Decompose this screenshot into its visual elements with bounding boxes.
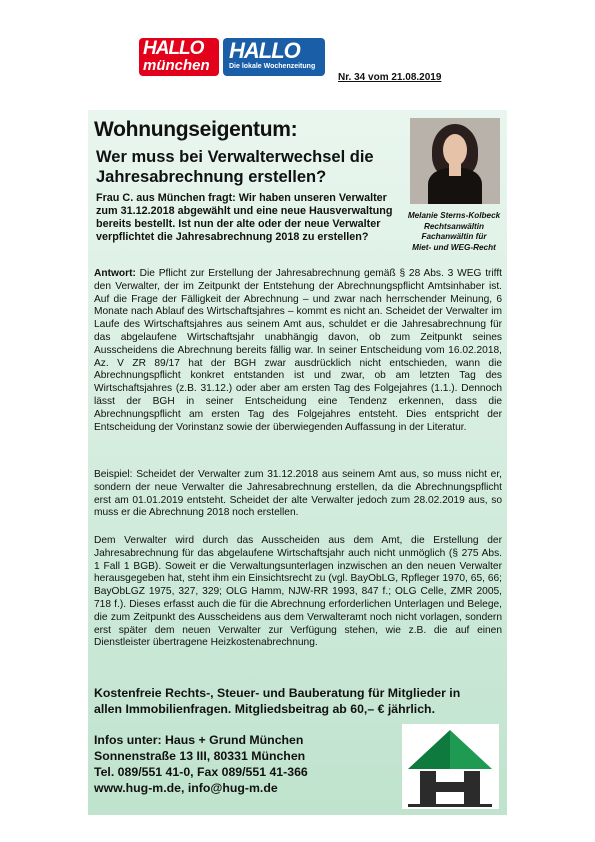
author-role2: Fachanwältin für xyxy=(421,232,487,241)
haus-grund-logo xyxy=(402,724,499,809)
author-photo xyxy=(410,118,500,204)
hallo-lokale-logo xyxy=(223,38,325,76)
author-caption xyxy=(404,211,504,253)
article-title: Wohnungseigentum: xyxy=(94,118,298,141)
article-subtitle: Wer muss bei Verwalterwechsel die Jahresabrechnung erstellen? xyxy=(96,148,374,186)
answer-paragraph-3: Dem Verwalter wird durch das Ausscheiden aus dem Amt, die Erstellung der Jahresabrechnung für das abgelaufene Wirtschaftsjahr auch nicht unmöglich (§ 275 Abs. 1 Fall 1 BGB). Soweit er die Verwaltungsunterlagen inzwischen an den neuen Verwalter herausgegeben hat, steht ihm ein Einsichtsrecht zu (vgl. BayObLG, Rpfleger 1970, 65, 66; BayObLGZ 1975, 327, 329; OLG Hamm, NJW-RR 1993, 847 f.; OLG Celle, ZMR 2005, 718 f.). Dieses erfasst auch die für die Abrechnung erforderlichen Unterlagen und Belege, die zum Zeitpunkt des Ausscheidens aus dem Verwalteramt noch nicht vorlagen, sondern erst später dem neuen Verwalter zur Verfügung stehen, wie z.B. die auf einen Dienstleister übertragene Heizkostenabrechnung. xyxy=(94,535,502,649)
issue-date: Nr. 34 vom 21.08.2019 xyxy=(338,72,442,83)
hallo-muenchen-logo xyxy=(139,38,219,76)
article-panel xyxy=(88,110,507,815)
answer-label: Antwort: xyxy=(94,268,136,279)
house-icon xyxy=(402,724,499,809)
contact-info xyxy=(94,732,374,796)
answer-text: Die Pflicht zur Erstellung der Jahresabrechnung gemäß § 28 Abs. 3 WEG trifft den Verwalter, der im Zeitpunkt der Entstehung der Abrechnungspflicht Amtsinhaber ist. Auf die Frage der Fälligkeit der Abrechnung – und zwar nach herrschender Meinung, 6 Monate nach Ablauf des Wirtschaftsjahres – kommt es nicht an. Scheidet der Verwalter im Laufe des Wirtschaftsjahres aus seinem Amt aus, schuldet er die Jahresabrechnung für das abgelaufene Wirtschaftsjahr unabhängig davon, ob zum Zeitpunkt seines Ausscheidens die Abrechnung bereits fällig war. In seiner Entscheidung vom 16.02.2018, Az. V ZR 89/17 hat der BGH zwar ausdrücklich nicht entschieden, wann die Abrechnungspflicht konkret entstanden ist und zwar, ob am letzten Tag des Wirtschaftsjahres (z.B. 31.12.) oder aber am ersten Tag des Folgejahres (1.1.). Dennoch lässt der BGH in seiner Entscheidung eine Tendenz erkennen, dass die Abrechnungspflicht am ersten Tag des Folgejahres entsteht. Dies entspricht der Entscheidung der Vorinstanz sowie der überwiegenden Auffassung in der Literatur. xyxy=(94,268,502,433)
contact-phone: Tel. 089/551 41-0, Fax 089/551 41-366 xyxy=(94,765,308,779)
reader-question: Frau C. aus München fragt: Wir haben unseren Verwalter zum 31.12.2018 abgewählt und eine neue Hausverwaltung bereits bestellt. Ist nun der alte oder der neue Verwalter verpflichtet die Jahresabrechnung 2018 zu erstellen? xyxy=(96,192,393,243)
answer-paragraph-1 xyxy=(94,268,502,434)
logo-blue-line2: Die lokale Wochenzeitung xyxy=(229,63,316,70)
newspaper-logos xyxy=(139,38,325,76)
logo-red-line1: HALLO xyxy=(143,38,204,59)
contact-web[interactable]: www.hug-m.de, info@hug-m.de xyxy=(94,781,278,795)
author-role1: Rechtsanwältin xyxy=(423,221,485,231)
example-paragraph: Beispiel: Scheidet der Verwalter zum 31.12.2018 aus seinem Amt aus, so muss nicht er, sondern der neue Verwalter die Jahresabrechnung erstellen, da die Abrechnungspflicht erst am 01.01.2019 entsteht. Scheidet der alte Verwalter jedoch zum 28.02.2019 aus, so muss er die Abrechnung 2018 noch erstellen. xyxy=(94,469,502,519)
logo-red-line2: münchen xyxy=(143,57,210,74)
contact-org: Infos unter: Haus + Grund München xyxy=(94,733,304,747)
membership-promo: Kostenfreie Rechts-, Steuer- und Bauberatung für Mitglieder in allen Immobilienfragen. Mitgliedsbeitrag ab 60,– € jährlich. xyxy=(94,686,461,716)
author-role3: Miet- und WEG-Recht xyxy=(412,242,496,252)
contact-address: Sonnenstraße 13 III, 80331 München xyxy=(94,749,306,763)
logo-blue-line1: HALLO xyxy=(229,38,300,63)
author-name: Melanie Sterns-Kolbeck xyxy=(407,211,501,220)
